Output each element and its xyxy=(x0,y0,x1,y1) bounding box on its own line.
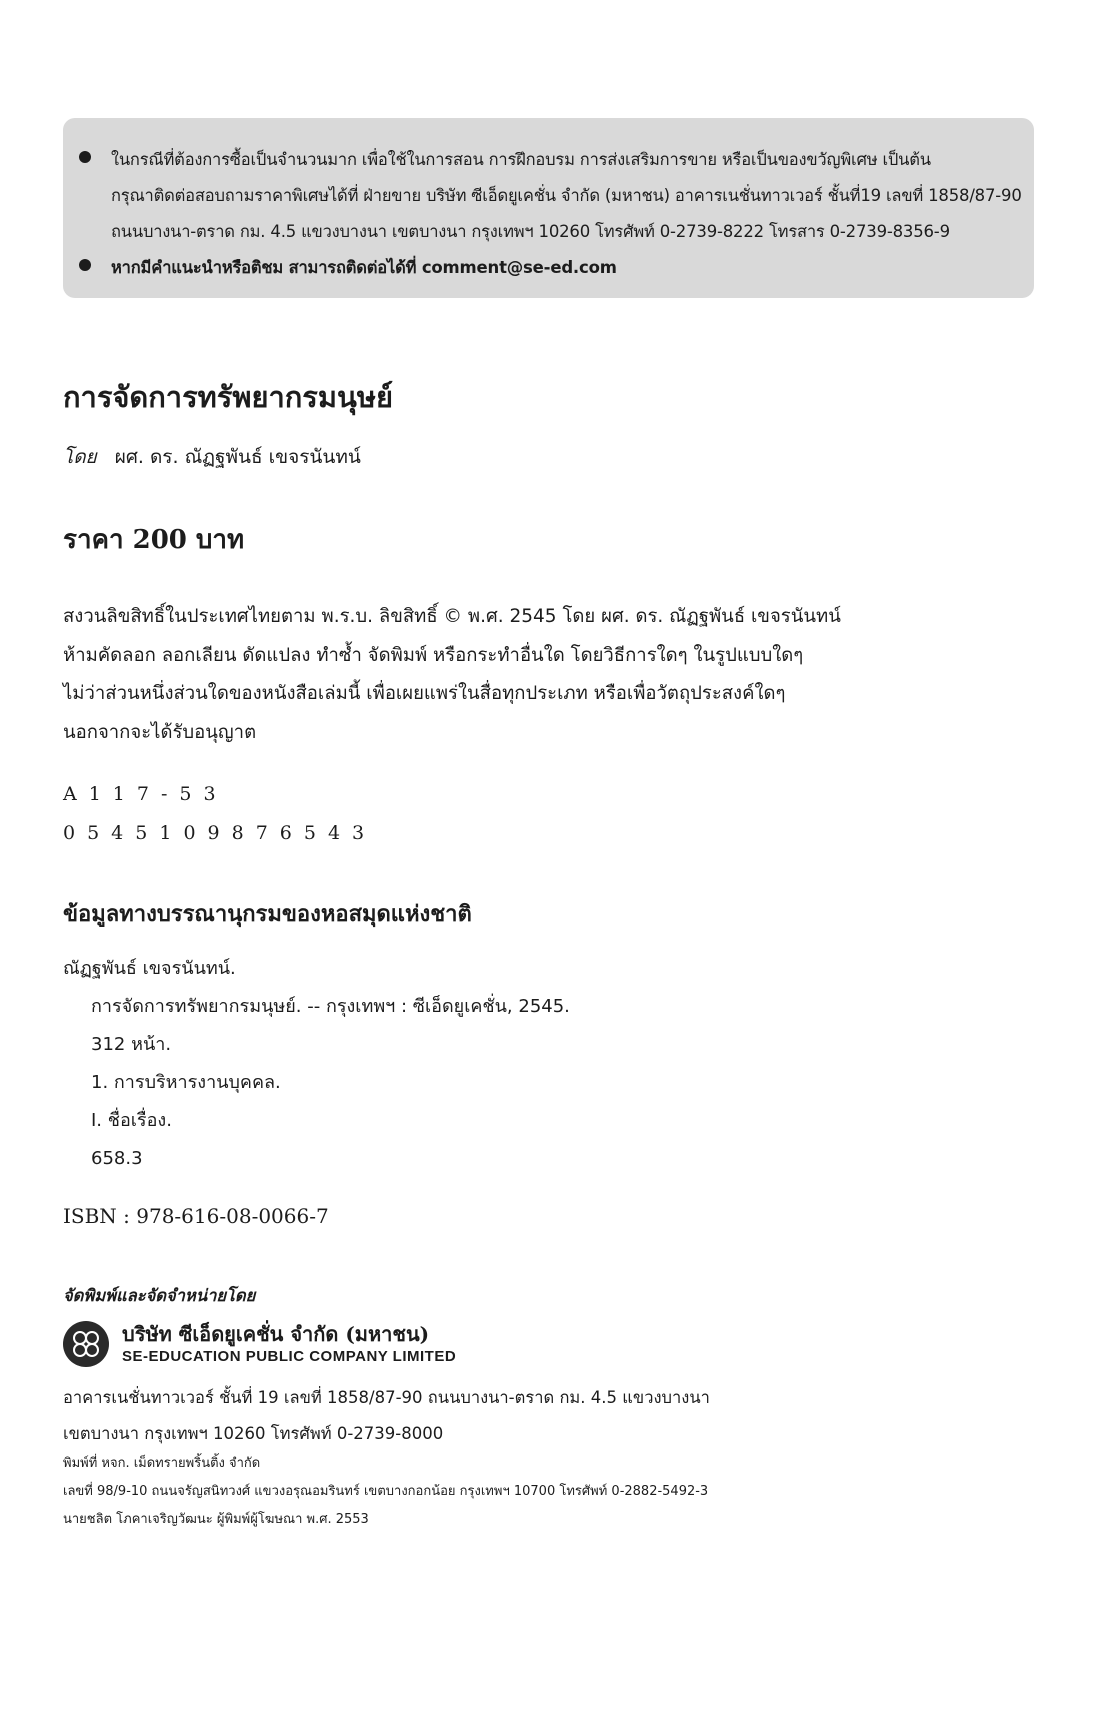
product-code: A117-53 xyxy=(63,783,228,805)
bullet-icon xyxy=(79,259,91,271)
notice-line: ถนนบางนา-ตราด กม. 4.5 แขวงบางนา เขตบางนา กรุงเทพฯ 10260 โทรศัพท์ 0-2739-8222 โทรสาร 0-2739-8356-9 xyxy=(111,222,950,241)
catalog-class-number: 658.3 xyxy=(91,1148,143,1169)
printer-line: นายชลิต โภคาเจริญวัฒนะ ผู้พิมพ์ผู้โฆษณา พ.ศ. 2553 xyxy=(63,1512,369,1527)
publisher-name-th: บริษัท ซีเอ็ดยูเคชั่น จำกัด (มหาชน) xyxy=(122,1322,430,1346)
print-run-line: 0545109876543 xyxy=(63,822,377,844)
copyright-line: ห้ามคัดลอก ลอกเลียน ดัดแปลง ทำซ้ำ จัดพิมพ์ หรือกระทำอื่นใด โดยวิธีการใดๆ ในรูปแบบใดๆ xyxy=(63,644,804,666)
author-name: ผศ. ดร. ณัฏฐพันธ์ เขจรนันทน์ xyxy=(114,446,361,468)
notice-item xyxy=(79,250,1018,286)
address-line: เขตบางนา กรุงเทพฯ 10260 โทรศัพท์ 0-2739-8000 xyxy=(63,1424,444,1443)
printer-info xyxy=(63,1450,708,1534)
catalog-author: ณัฏฐพันธ์ เขจรนันทน์. xyxy=(63,958,236,979)
book-title: การจัดการทรัพยากรมนุษย์ xyxy=(63,380,393,414)
notice-item xyxy=(79,142,1022,250)
se-ed-logo-icon xyxy=(63,1321,109,1367)
notice-box xyxy=(63,118,1034,298)
address-line: อาคารเนชั่นทาวเวอร์ ชั้นที่ 19 เลขที่ 1858/87-90 ถนนบางนา-ตราด กม. 4.5 แขวงบางนา xyxy=(63,1388,710,1407)
price: ราคา 200 บาท xyxy=(63,525,245,555)
catalog-pages: 312 หน้า. xyxy=(91,1034,172,1055)
publisher-label: จัดพิมพ์และจัดจำหน่ายโดย xyxy=(63,1286,256,1305)
copyright-line: สงวนลิขสิทธิ์ในประเทศไทยตาม พ.ร.บ. ลิขสิทธิ์ © พ.ศ. 2545 โดย ผศ. ดร. ณัฏฐพันธ์ เขจรนันทน์ xyxy=(63,606,841,627)
contact-email-line: หากมีคำแนะนำหรือติชม สามารถติดต่อได้ที่ comment@se-ed.com xyxy=(111,258,617,277)
copyright-notice xyxy=(63,598,841,752)
catalog-title-entry: I. ชื่อเรื่อง. xyxy=(91,1110,172,1131)
notice-line: กรุณาติดต่อสอบถามราคาพิเศษได้ที่ ฝ่ายขาย บริษัท ซีเอ็ดยูเคชั่น จำกัด (มหาชน) อาคารเนชั่นทาวเวอร์ ชั้นที่19 เลขที่ 1858/87-90 xyxy=(111,186,1022,205)
notice-line: ในกรณีที่ต้องการซื้อเป็นจำนวนมาก เพื่อใช้ในการสอน การฝึกอบรม การส่งเสริมการขาย หรือเป็นของขวัญพิเศษ เป็นต้น xyxy=(111,150,931,169)
catalog-subject: 1. การบริหารงานบุคคล. xyxy=(91,1072,281,1093)
catalog-heading: ข้อมูลทางบรรณานุกรมของหอสมุดแห่งชาติ xyxy=(63,902,472,927)
author-line xyxy=(63,442,361,472)
printer-line: เลขที่ 98/9-10 ถนนจรัญสนิทวงศ์ แขวงอรุณอมรินทร์ เขตบางกอกน้อย กรุงเทพฯ 10700 โทรศัพท์ 0-2882-5492-3 xyxy=(63,1484,709,1499)
catalog-title: การจัดการทรัพยากรมนุษย์. -- กรุงเทพฯ : ซีเอ็ดยูเคชั่น, 2545. xyxy=(91,996,570,1017)
by-label: โดย xyxy=(63,446,97,468)
isbn: ISBN : 978-616-08-0066-7 xyxy=(63,1204,329,1228)
printer-line: พิมพ์ที่ หจก. เม็ดทรายพริ้นติ้ง จำกัด xyxy=(63,1456,261,1471)
copyright-line: นอกจากจะได้รับอนุญาต xyxy=(63,721,257,743)
publisher-name-en: SE-EDUCATION PUBLIC COMPANY LIMITED xyxy=(122,1348,457,1365)
bullet-icon xyxy=(79,151,91,163)
publisher-address xyxy=(63,1380,710,1452)
copyright-line: ไม่ว่าส่วนหนึ่งส่วนใดของหนังสือเล่มนี้ เพื่อเผยแพร่ในสื่อทุกประเภท หรือเพื่อวัตถุประสงค์ใดๆ xyxy=(63,683,786,704)
catalog-entry xyxy=(63,950,570,1178)
